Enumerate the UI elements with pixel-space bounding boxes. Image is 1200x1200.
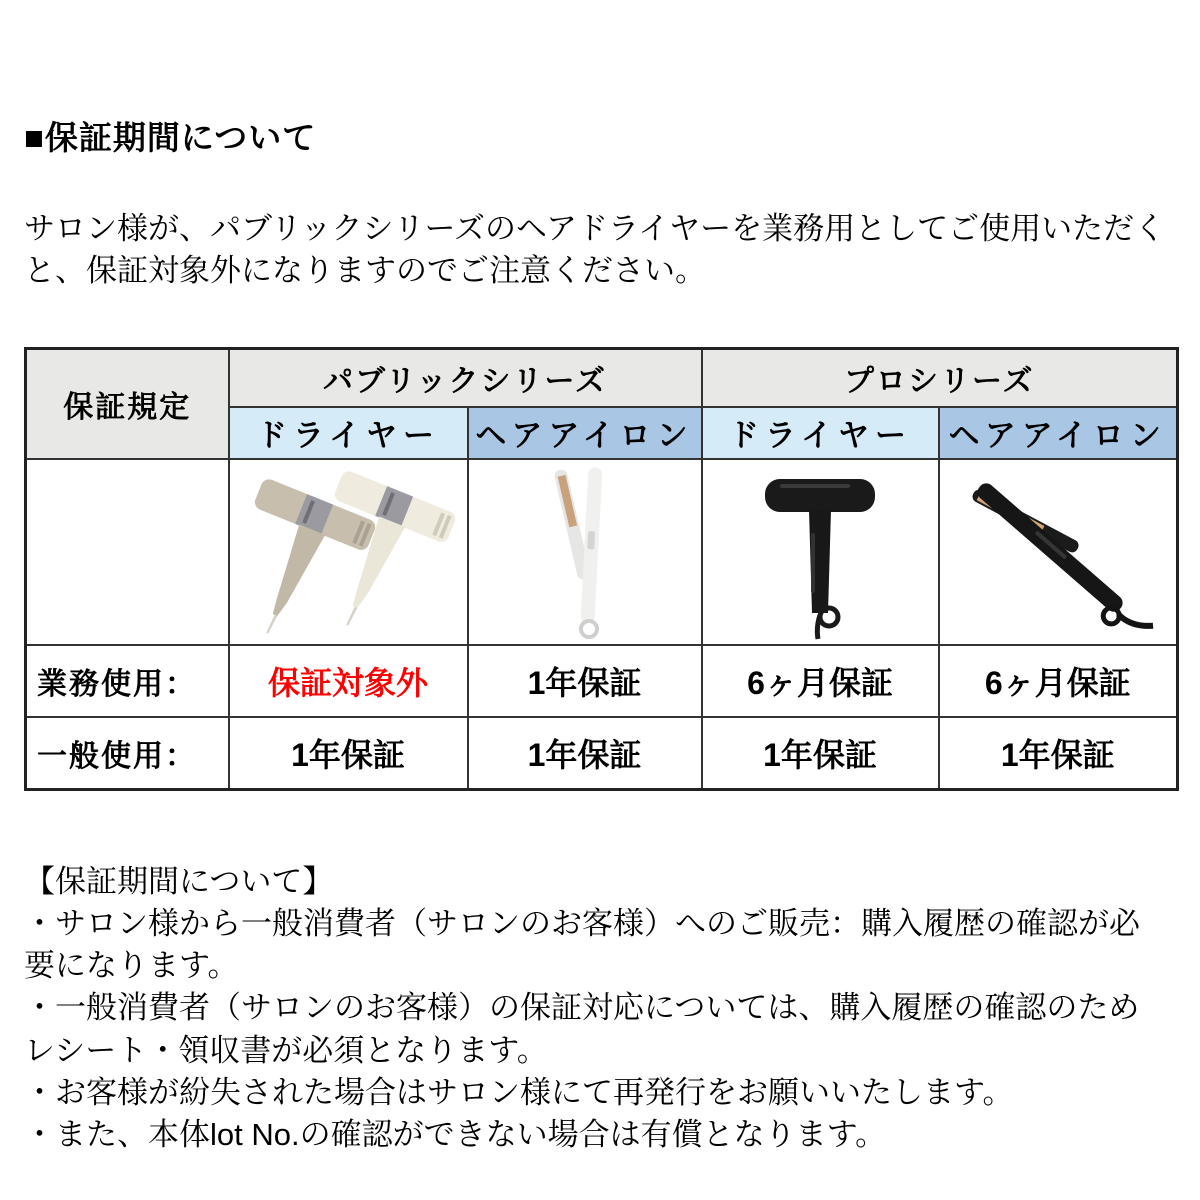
- row-label-general-use: 一般使用：: [26, 717, 229, 790]
- intro-text: サロン様が、パブリックシリーズのヘアドライヤーを業務用としてご使用いただくと、保証対象外になりますのでご注意ください。: [24, 210, 1166, 288]
- business-public-dryer-value: 保証対象外: [229, 645, 468, 717]
- note-item-receipt: ・一般消費者（サロンのお客様）の保証対応については、購入履歴の確認のためレシート・領収書が必須となります。: [24, 990, 1140, 1068]
- note-item-lot-no: ・また、本体lot No.の確認ができない場合は有償となります。: [24, 1116, 887, 1152]
- product-header-pro-hair-iron: ヘアアイロン: [939, 407, 1178, 459]
- series-header-pro: プロシリーズ: [702, 348, 1178, 407]
- product-header-pro-dryer: ドライヤー: [702, 407, 939, 459]
- public-hair-iron-image-cell: [468, 459, 702, 645]
- public-dryer-image-cell: [229, 459, 468, 645]
- note-item-reissue: ・お客様が紛失された場合はサロン様にて再発行をお願いいたします。: [24, 1074, 1014, 1110]
- notes-heading: 【保証期間について】: [24, 863, 334, 899]
- product-image-row: [26, 459, 1178, 645]
- series-header-row: [26, 348, 1178, 407]
- public-hair-iron-image: [485, 463, 685, 641]
- business-pro-hair-iron-value: 6ヶ月保証: [939, 645, 1178, 717]
- general-pro-dryer-value: 1年保証: [702, 717, 939, 790]
- public-dryer-image: [238, 463, 458, 641]
- pro-hair-iron-image: [953, 463, 1163, 641]
- pro-hair-iron-image-cell: [939, 459, 1178, 645]
- warranty-rules-header: 保証規定: [26, 348, 229, 459]
- product-header-public-dryer: ドライヤー: [229, 407, 468, 459]
- blank-cell: [26, 459, 229, 645]
- content-area: [0, 118, 1200, 1156]
- pro-dryer-image-cell: [702, 459, 939, 645]
- row-label-business-use: 業務使用：: [26, 645, 229, 717]
- general-use-row: [26, 717, 1178, 790]
- pro-dryer-image: [720, 463, 920, 641]
- business-use-row: [26, 645, 1178, 717]
- warranty-table: [24, 347, 1179, 791]
- notes-section: [24, 861, 1162, 1156]
- general-pro-hair-iron-value: 1年保証: [939, 717, 1178, 790]
- note-item-sales: ・サロン様から一般消費者（サロンのお客様）へのご販売：購入履歴の確認が必要になります。: [24, 906, 1140, 984]
- general-public-dryer-value: 1年保証: [229, 717, 468, 790]
- series-header-public: パブリックシリーズ: [229, 348, 702, 407]
- product-header-public-hair-iron: ヘアアイロン: [468, 407, 702, 459]
- business-pro-dryer-value: 6ヶ月保証: [702, 645, 939, 717]
- page-title: ■保証期間について: [24, 119, 317, 156]
- general-public-hair-iron-value: 1年保証: [468, 717, 702, 790]
- business-public-hair-iron-value: 1年保証: [468, 645, 702, 717]
